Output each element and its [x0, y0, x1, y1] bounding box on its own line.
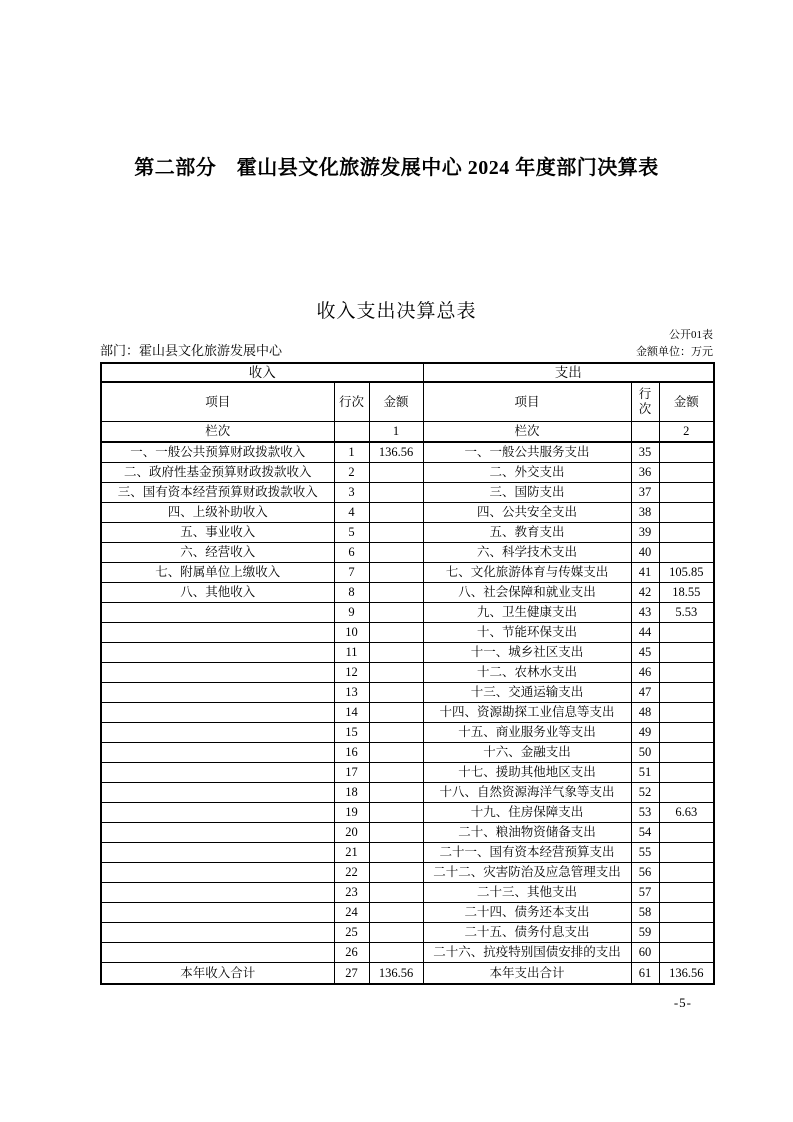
- income-item-cell: [101, 662, 334, 682]
- expense-rowno-cell: 51: [631, 762, 659, 782]
- expense-item-cell: 三、国防支出: [423, 482, 631, 502]
- unit-label: 金额单位：万元: [636, 346, 713, 358]
- expense-rowno-header: [631, 382, 659, 421]
- table-row: [101, 642, 714, 662]
- expense-item-cell: 二十三、其他支出: [423, 882, 631, 902]
- table-code-label: 公开01表: [669, 329, 713, 341]
- income-rowno-cell: 16: [334, 742, 369, 762]
- income-amount-cell: [369, 902, 423, 922]
- income-item-cell: 三、国有资本经营预算财政拨款收入: [101, 482, 334, 502]
- expense-item-cell: 二、外交支出: [423, 462, 631, 482]
- expense-col-index: 2: [659, 421, 714, 442]
- expense-rowno-cell: 49: [631, 722, 659, 742]
- income-amount-cell: [369, 762, 423, 782]
- expense-rowno-cell: 47: [631, 682, 659, 702]
- income-item-cell: [101, 802, 334, 822]
- expense-amount-cell: [659, 822, 714, 842]
- expense-amount-cell: [659, 442, 714, 462]
- income-rowno-cell: 26: [334, 942, 369, 962]
- section-header-row: [101, 363, 714, 382]
- table-title: 收入支出决算总表: [316, 301, 477, 322]
- income-rowno-cell: 20: [334, 822, 369, 842]
- income-item-cell: [101, 922, 334, 942]
- income-item-cell: [101, 942, 334, 962]
- income-item-cell: [101, 722, 334, 742]
- income-amount-cell: [369, 782, 423, 802]
- income-item-cell: 二、政府性基金预算财政拨款收入: [101, 462, 334, 482]
- income-amount-cell: [369, 742, 423, 762]
- expense-amount-cell: [659, 662, 714, 682]
- income-item-cell: [101, 682, 334, 702]
- income-rowno-cell: 13: [334, 682, 369, 702]
- expense-rowno-cell: 52: [631, 782, 659, 802]
- expense-rowno-cell: 39: [631, 522, 659, 542]
- table-row: [101, 522, 714, 542]
- income-expense-table: [100, 362, 715, 985]
- income-amount-cell: [369, 462, 423, 482]
- expense-item-cell: 一、一般公共服务支出: [423, 442, 631, 462]
- expense-amount-cell: [659, 862, 714, 882]
- expense-item-cell: 十四、资源勘探工业信息等支出: [423, 702, 631, 722]
- income-amount-cell: [369, 802, 423, 822]
- expense-item-cell: 二十六、抗疫特别国债安排的支出: [423, 942, 631, 962]
- table-row: [101, 662, 714, 682]
- income-amount-cell: [369, 482, 423, 502]
- table-row: [101, 782, 714, 802]
- income-amount-header: 金额: [369, 382, 423, 421]
- income-item-cell: [101, 882, 334, 902]
- expense-amount-cell: [659, 702, 714, 722]
- income-item-cell: 六、经营收入: [101, 542, 334, 562]
- income-rowno-cell: 6: [334, 542, 369, 562]
- income-amount-cell: [369, 702, 423, 722]
- income-item-cell: [101, 602, 334, 622]
- income-amount-cell: [369, 682, 423, 702]
- expense-amount-cell: [659, 782, 714, 802]
- income-amount-cell: [369, 622, 423, 642]
- table-row: [101, 602, 714, 622]
- expense-lanci-label: 栏次: [423, 421, 631, 442]
- expense-rowno-cell: 44: [631, 622, 659, 642]
- expense-amount-cell: [659, 462, 714, 482]
- expense-amount-cell: 105.85: [659, 562, 714, 582]
- expense-rowno-cell: 50: [631, 742, 659, 762]
- income-amount-cell: [369, 662, 423, 682]
- column-header-row: [101, 382, 714, 421]
- income-rowno-cell: 3: [334, 482, 369, 502]
- income-rowno-header: 行次: [334, 382, 369, 421]
- expense-item-cell: 十七、援助其他地区支出: [423, 762, 631, 782]
- income-lanci-blank: [334, 421, 369, 442]
- income-amount-cell: [369, 502, 423, 522]
- table-row: [101, 722, 714, 742]
- income-rowno-cell: 23: [334, 882, 369, 902]
- table-row: [101, 482, 714, 502]
- expense-rowno-cell: 40: [631, 542, 659, 562]
- table-row: [101, 742, 714, 762]
- expense-amount-cell: [659, 722, 714, 742]
- income-item-cell: [101, 762, 334, 782]
- expense-rowno-cell: 56: [631, 862, 659, 882]
- income-rowno-cell: 9: [334, 602, 369, 622]
- expense-amount-cell: [659, 902, 714, 922]
- table-row: [101, 922, 714, 942]
- income-rowno-cell: 2: [334, 462, 369, 482]
- expense-rowno-cell: 48: [631, 702, 659, 722]
- income-amount-cell: [369, 922, 423, 942]
- expense-amount-cell: [659, 922, 714, 942]
- income-rowno-cell: 8: [334, 582, 369, 602]
- income-item-cell: 四、上级补助收入: [101, 502, 334, 522]
- expense-amount-cell: [659, 502, 714, 522]
- income-amount-cell: [369, 562, 423, 582]
- expense-rowno-cell: 53: [631, 802, 659, 822]
- expense-total-label: 本年支出合计: [423, 962, 631, 984]
- income-item-cell: [101, 782, 334, 802]
- expense-section-header: 支出: [423, 363, 714, 382]
- income-item-cell: [101, 642, 334, 662]
- expense-item-cell: 二十五、债务付息支出: [423, 922, 631, 942]
- table-row: [101, 862, 714, 882]
- expense-amount-cell: [659, 522, 714, 542]
- expense-item-cell: 五、教育支出: [423, 522, 631, 542]
- expense-amount-cell: [659, 482, 714, 502]
- department-label: 部门：霍山县文化旅游发展中心: [100, 343, 283, 358]
- table-row: [101, 802, 714, 822]
- income-item-cell: [101, 742, 334, 762]
- income-item-cell: [101, 702, 334, 722]
- income-rowno-cell: 1: [334, 442, 369, 462]
- expense-item-cell: 十八、自然资源海洋气象等支出: [423, 782, 631, 802]
- expense-item-cell: 十一、城乡社区支出: [423, 642, 631, 662]
- table-row: [101, 902, 714, 922]
- income-rowno-cell: 18: [334, 782, 369, 802]
- expense-rowno-cell: 37: [631, 482, 659, 502]
- table-row: [101, 842, 714, 862]
- expense-rowno-cell: 54: [631, 822, 659, 842]
- income-total-label: 本年收入合计: [101, 962, 334, 984]
- income-rowno-cell: 19: [334, 802, 369, 822]
- income-amount-cell: [369, 582, 423, 602]
- expense-item-cell: 九、卫生健康支出: [423, 602, 631, 622]
- expense-rowno-cell: 46: [631, 662, 659, 682]
- table-row: [101, 762, 714, 782]
- income-amount-cell: [369, 722, 423, 742]
- income-rowno-cell: 24: [334, 902, 369, 922]
- expense-amount-cell: [659, 842, 714, 862]
- expense-amount-cell: 18.55: [659, 582, 714, 602]
- income-amount-cell: [369, 942, 423, 962]
- expense-rowno-cell: 35: [631, 442, 659, 462]
- income-amount-cell: [369, 862, 423, 882]
- income-rowno-cell: 5: [334, 522, 369, 542]
- expense-amount-cell: [659, 682, 714, 702]
- income-amount-cell: [369, 522, 423, 542]
- expense-item-cell: 二十二、灾害防治及应急管理支出: [423, 862, 631, 882]
- expense-item-cell: 十、节能环保支出: [423, 622, 631, 642]
- expense-amount-cell: [659, 622, 714, 642]
- expense-total-amount: 136.56: [659, 962, 714, 984]
- expense-rowno-cell: 57: [631, 882, 659, 902]
- income-total-amount: 136.56: [369, 962, 423, 984]
- expense-item-cell: 四、公共安全支出: [423, 502, 631, 522]
- table-body: [101, 442, 714, 962]
- table-row: [101, 462, 714, 482]
- table-row: [101, 942, 714, 962]
- income-rowno-cell: 21: [334, 842, 369, 862]
- expense-amount-cell: [659, 762, 714, 782]
- expense-amount-cell: [659, 642, 714, 662]
- expense-item-cell: 十五、商业服务业等支出: [423, 722, 631, 742]
- expense-item-cell: 十九、住房保障支出: [423, 802, 631, 822]
- table-row: [101, 882, 714, 902]
- expense-rowno-cell: 41: [631, 562, 659, 582]
- income-amount-cell: [369, 882, 423, 902]
- expense-item-cell: 六、科学技术支出: [423, 542, 631, 562]
- income-item-cell: 五、事业收入: [101, 522, 334, 542]
- table-row: [101, 702, 714, 722]
- expense-item-cell: 十二、农林水支出: [423, 662, 631, 682]
- table-row: [101, 582, 714, 602]
- expense-item-cell: 二十、粮油物资储备支出: [423, 822, 631, 842]
- income-item-cell: [101, 822, 334, 842]
- income-item-cell: [101, 622, 334, 642]
- income-item-cell: [101, 842, 334, 862]
- part-title: 第二部分 霍山县文化旅游发展中心 2024 年度部门决算表: [134, 157, 659, 179]
- table-row: [101, 502, 714, 522]
- table-row: [101, 822, 714, 842]
- expense-amount-cell: [659, 942, 714, 962]
- income-amount-cell: [369, 642, 423, 662]
- table-row: [101, 542, 714, 562]
- income-item-cell: 一、一般公共预算财政拨款收入: [101, 442, 334, 462]
- income-rowno-cell: 10: [334, 622, 369, 642]
- expense-rowno-cell: 42: [631, 582, 659, 602]
- income-amount-cell: [369, 602, 423, 622]
- expense-lanci-blank: [631, 421, 659, 442]
- total-row: [101, 962, 714, 984]
- income-rowno-cell: 11: [334, 642, 369, 662]
- income-amount-cell: [369, 822, 423, 842]
- income-item-cell: [101, 862, 334, 882]
- income-rowno-cell: 17: [334, 762, 369, 782]
- income-amount-cell: [369, 842, 423, 862]
- table-meta-row: [100, 340, 713, 359]
- expense-rowno-cell: 45: [631, 642, 659, 662]
- expense-amount-cell: [659, 542, 714, 562]
- table-row: [101, 562, 714, 582]
- expense-rowno-cell: 60: [631, 942, 659, 962]
- income-rowno-cell: 15: [334, 722, 369, 742]
- income-amount-cell: 136.56: [369, 442, 423, 462]
- expense-item-cell: 十六、金融支出: [423, 742, 631, 762]
- income-total-rowno: 27: [334, 962, 369, 984]
- income-rowno-cell: 4: [334, 502, 369, 522]
- column-index-row: [101, 421, 714, 442]
- expense-rowno-cell: 59: [631, 922, 659, 942]
- expense-rowno-cell: 36: [631, 462, 659, 482]
- expense-rowno-cell: 55: [631, 842, 659, 862]
- page-number: -5-: [673, 995, 692, 1010]
- expense-amount-header: 金额: [659, 382, 714, 421]
- table-row: [101, 622, 714, 642]
- expense-rowno-header-text: 行次: [638, 387, 652, 416]
- expense-item-cell: 二十一、国有资本经营预算支出: [423, 842, 631, 862]
- income-rowno-cell: 7: [334, 562, 369, 582]
- expense-total-rowno: 61: [631, 962, 659, 984]
- income-item-cell: [101, 902, 334, 922]
- expense-item-cell: 七、文化旅游体育与传媒支出: [423, 562, 631, 582]
- expense-amount-cell: [659, 882, 714, 902]
- expense-amount-cell: 6.63: [659, 802, 714, 822]
- income-lanci-label: 栏次: [101, 421, 334, 442]
- expense-amount-cell: [659, 742, 714, 762]
- expense-item-cell: 二十四、债务还本支出: [423, 902, 631, 922]
- income-section-header: 收入: [101, 363, 423, 382]
- expense-rowno-cell: 38: [631, 502, 659, 522]
- expense-rowno-cell: 58: [631, 902, 659, 922]
- income-item-header: 项目: [101, 382, 334, 421]
- income-col-index: 1: [369, 421, 423, 442]
- income-amount-cell: [369, 542, 423, 562]
- expense-rowno-cell: 43: [631, 602, 659, 622]
- table-row: [101, 682, 714, 702]
- income-item-cell: 八、其他收入: [101, 582, 334, 602]
- expense-item-cell: 八、社会保障和就业支出: [423, 582, 631, 602]
- income-item-cell: 七、附属单位上缴收入: [101, 562, 334, 582]
- income-rowno-cell: 14: [334, 702, 369, 722]
- expense-item-cell: 十三、交通运输支出: [423, 682, 631, 702]
- table-row: [101, 442, 714, 462]
- expense-amount-cell: 5.53: [659, 602, 714, 622]
- income-rowno-cell: 12: [334, 662, 369, 682]
- income-rowno-cell: 22: [334, 862, 369, 882]
- income-rowno-cell: 25: [334, 922, 369, 942]
- expense-item-header: 项目: [423, 382, 631, 421]
